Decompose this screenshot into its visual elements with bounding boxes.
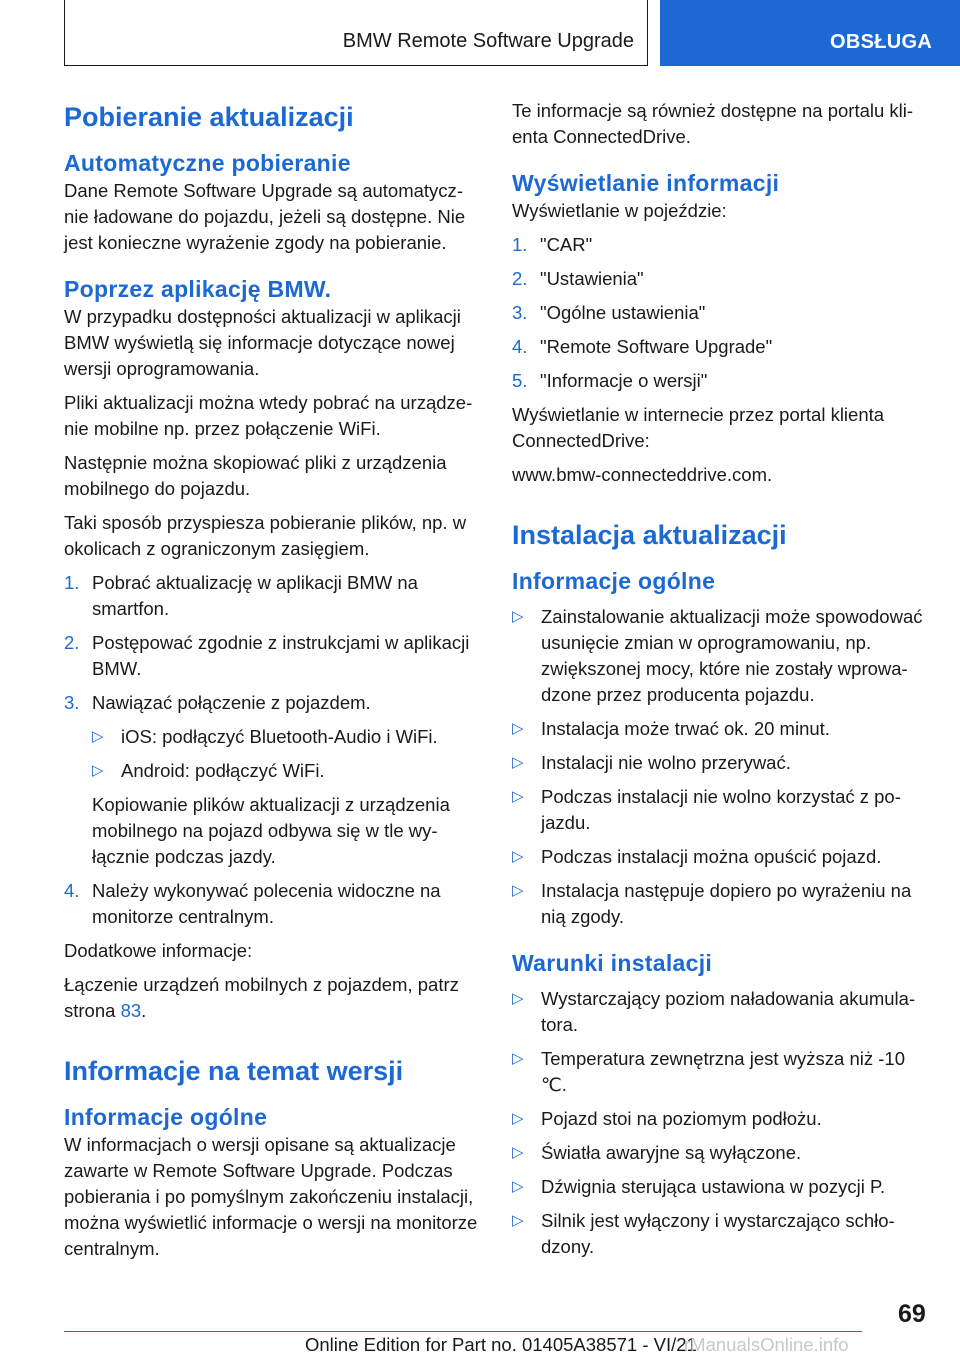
- reference-text: Łączenie urządzeń mobilnych z pojazdem, patrz strona: [64, 974, 459, 1021]
- heading-install-conditions: Warunki instalacji: [512, 950, 713, 976]
- step-text: "Remote Software Upgrade": [540, 336, 773, 357]
- triangle-right-icon: ▷: [512, 720, 524, 737]
- list-item: [512, 1174, 932, 1200]
- step-text: "CAR": [540, 234, 593, 255]
- paragraph-app-1: W przypadku dostępności aktualizacji w aplikacji BMW wyświetlą się informacje dotyczące nowej wersji oprogramowania.: [64, 306, 461, 379]
- step-number: 3.: [512, 302, 528, 323]
- step-number: 3.: [64, 692, 80, 713]
- triangle-right-icon: ▷: [512, 1144, 524, 1161]
- bullet-text: iOS: podłączyć Bluetooth-Audio i WiFi.: [121, 726, 438, 747]
- install-general-list: [512, 604, 932, 930]
- header-section-title: [64, 0, 648, 66]
- triangle-right-icon: ▷: [512, 788, 524, 805]
- step3-note: Kopiowanie plików aktualizacji z urządzenia mobilnego na pojazd odbywa się w tle wyłącznie podczas jazdy.: [92, 794, 450, 867]
- triangle-right-icon: ▷: [512, 990, 524, 1007]
- heading-auto-download: Automatyczne pobieranie: [64, 150, 351, 176]
- menu-path-steps: [512, 232, 932, 394]
- list-item: [92, 758, 480, 784]
- list-item: [512, 266, 932, 292]
- triangle-right-icon: ▷: [92, 762, 104, 779]
- paragraph-app-2: Pliki aktualizacji można wtedy pobrać na urządzenie mobilne np. przez połączenie WiFi.: [64, 392, 473, 439]
- list-item: [512, 368, 932, 394]
- list-item: [64, 878, 480, 930]
- paragraph-auto-download: Dane Remote Software Upgrade są automatycznie ładowane do pojazdu, jeżeli są dostępne. Nie jest konieczne wyrażenie zgody na pobieranie.: [64, 180, 466, 253]
- page-link[interactable]: 83: [120, 1000, 142, 1021]
- paragraph-portal: Te informacje są również dostępne na portalu klienta ConnectedDrive.: [512, 100, 914, 147]
- bullet-text: Android: podłączyć WiFi.: [121, 760, 325, 781]
- step-text: Postępować zgodnie z instrukcjami w aplikacji BMW.: [92, 632, 470, 679]
- list-item: [512, 1208, 932, 1260]
- step-text: Nawiązać połączenie z pojazdem.: [92, 692, 371, 713]
- page-number: 69: [898, 1300, 926, 1328]
- heading-download: Pobieranie aktualizacji: [64, 102, 354, 132]
- triangle-right-icon: ▷: [512, 882, 524, 899]
- step3-sub-list: [92, 724, 480, 784]
- left-column: [64, 100, 480, 1262]
- list-item: [512, 878, 932, 930]
- bullet-text: Podczas instalacji można opuścić pojazd.: [541, 846, 882, 867]
- step-number: 2.: [64, 632, 80, 653]
- list-item: [512, 844, 932, 870]
- list-item: [92, 724, 480, 750]
- heading-install: Instalacja aktualizacji: [512, 520, 787, 550]
- triangle-right-icon: ▷: [512, 1178, 524, 1195]
- chapter-label: OBSŁUGA: [830, 31, 933, 53]
- heading-install-general: Informacje ogólne: [512, 568, 716, 594]
- download-steps: [64, 570, 480, 930]
- paragraph-display-web: Wyświetlanie w internecie przez portal klienta ConnectedDrive:: [512, 404, 885, 451]
- list-item: [512, 334, 932, 360]
- list-item: [512, 1106, 932, 1132]
- triangle-right-icon: ▷: [92, 728, 104, 745]
- bullet-text: Dźwignia sterująca ustawiona w pozycji P.: [541, 1176, 886, 1197]
- paragraph-app-3: Następnie można skopiować pliki z urządzenia mobilnego do pojazdu.: [64, 452, 447, 499]
- bullet-text: Pojazd stoi na poziomym podłożu.: [541, 1108, 822, 1129]
- heading-display-info: Wyświetlanie informacji: [512, 170, 780, 196]
- paragraph-more-info: Dodatkowe informacje:: [64, 940, 253, 961]
- footer-edition: Online Edition for Part no. 01405A38571 - VI/21: [305, 1334, 697, 1355]
- heading-via-app: Poprzez aplikację BMW.: [64, 276, 332, 302]
- step-text: "Ogólne ustawienia": [540, 302, 706, 323]
- list-item: [64, 630, 480, 682]
- step-number: 2.: [512, 268, 528, 289]
- watermark: rManualsOnline.info: [684, 1334, 849, 1355]
- step-number: 5.: [512, 370, 528, 391]
- triangle-right-icon: ▷: [512, 1212, 524, 1229]
- step-text: Pobrać aktualizację w aplikacji BMW na smartfon.: [92, 572, 418, 619]
- paragraph-app-4: Taki sposób przyspiesza pobieranie plików, np. w okolicach z ograniczonym zasięgiem.: [64, 512, 467, 559]
- triangle-right-icon: ▷: [512, 1110, 524, 1127]
- triangle-right-icon: ▷: [512, 608, 524, 625]
- triangle-right-icon: ▷: [512, 848, 524, 865]
- header-chapter-tab[interactable]: [660, 0, 960, 66]
- step-text: "Ustawienia": [540, 268, 644, 289]
- bullet-text: Silnik jest wyłączony i wystarczająco schłodzony.: [541, 1210, 895, 1257]
- bullet-text: Podczas instalacji nie wolno korzystać z pojazdu.: [541, 786, 901, 833]
- list-item: [512, 604, 932, 708]
- bullet-text: Temperatura zewnętrzna jest wyższa niż -10 ℃.: [541, 1048, 905, 1095]
- install-conditions-list: [512, 986, 932, 1260]
- list-item: [512, 716, 932, 742]
- right-column: [512, 98, 932, 1260]
- list-item: [512, 1140, 932, 1166]
- list-item: [64, 570, 480, 622]
- step-number: 1.: [64, 572, 80, 593]
- bullet-text: Zainstalowanie aktualizacji może spowodować usunięcie zmian w oprogramowaniu, np. zwiększonej mocy, które nie zostały wprowadzone przez producenta pojazdu.: [541, 606, 923, 705]
- list-item: [512, 750, 932, 776]
- footer-divider: [64, 1331, 862, 1332]
- list-item: [512, 1046, 932, 1098]
- heading-version-info: Informacje na temat wersji: [64, 1056, 404, 1086]
- list-item: [512, 232, 932, 258]
- list-item: [64, 690, 480, 870]
- bullet-text: Światła awaryjne są wyłączone.: [541, 1142, 802, 1163]
- step-number: 1.: [512, 234, 528, 255]
- heading-general-info: Informacje ogólne: [64, 1104, 268, 1130]
- bullet-text: Instalacja może trwać ok. 20 minut.: [541, 718, 830, 739]
- bullet-text: Instalacja następuje dopiero po wyrażeniu na nią zgody.: [541, 880, 912, 927]
- list-item: [512, 784, 932, 836]
- paragraph-reference: [64, 972, 480, 1024]
- reference-end: .: [141, 1000, 147, 1021]
- bullet-text: Instalacji nie wolno przerywać.: [541, 752, 791, 773]
- paragraph-display-car: Wyświetlanie w pojeździe:: [512, 200, 727, 221]
- section-title: BMW Remote Software Upgrade: [342, 30, 634, 52]
- step-number: 4.: [512, 336, 528, 357]
- bullet-text: Wystarczający poziom naładowania akumulatora.: [541, 988, 916, 1035]
- triangle-right-icon: ▷: [512, 1050, 524, 1067]
- step-text: Należy wykonywać polecenia widoczne na monitorze centralnym.: [92, 880, 441, 927]
- list-item: [512, 986, 932, 1038]
- list-item: [512, 300, 932, 326]
- paragraph-version: W informacjach o wersji opisane są aktualizacje zawarte w Remote Software Upgrade. Podczas pobierania i po pomyślnym zakończeniu instalacji, można wyświetlić informacje o wersji na monitorze centralnym.: [64, 1134, 478, 1259]
- paragraph-url: www.bmw-connecteddrive.com.: [512, 464, 773, 485]
- step-text: "Informacje o wersji": [540, 370, 708, 391]
- step-number: 4.: [64, 880, 80, 901]
- triangle-right-icon: ▷: [512, 754, 524, 771]
